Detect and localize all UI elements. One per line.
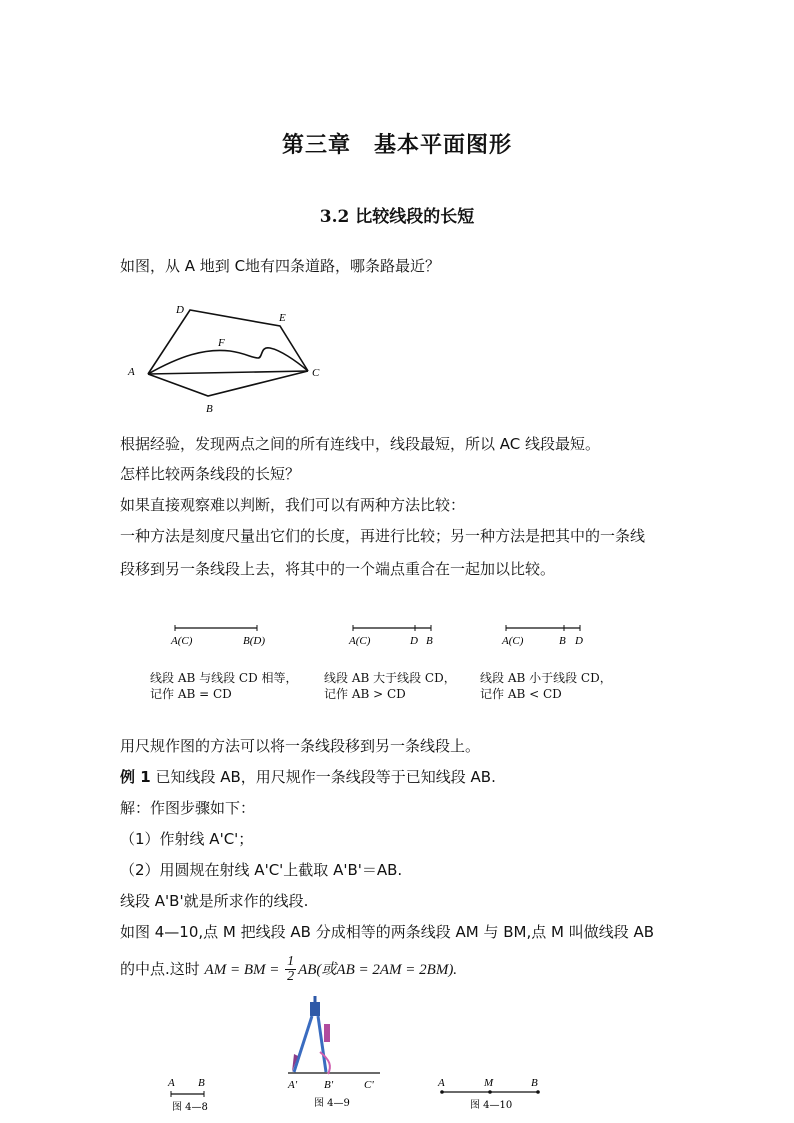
- intro-question: 如图，从 A 地到 C地有四条道路，哪条路最近？: [120, 257, 441, 275]
- compass-head-icon: [310, 1002, 320, 1016]
- compare-greater-left: A(C): [349, 635, 371, 647]
- paragraph-method-line1: 一种方法是刻度尺量出它们的长度，再进行比较；另一种方法是把其中的一条线: [120, 527, 646, 545]
- compare-equal-caption2: 记作 AB = CD: [150, 687, 232, 701]
- fig410-label-A: A: [438, 1077, 445, 1089]
- fraction-denominator: 2: [287, 969, 295, 984]
- fig48-label-A: A: [168, 1077, 175, 1089]
- section-title: 3.2 比较线段的长短: [319, 207, 475, 227]
- fig49-label-B: B': [324, 1079, 334, 1091]
- label-E: E: [279, 312, 286, 324]
- label-F: F: [218, 337, 225, 349]
- compare-less-caption2: 记作 AB < CD: [480, 687, 562, 701]
- chapter-title: 第三章 基本平面图形: [281, 132, 512, 158]
- label-D: D: [176, 304, 184, 316]
- fraction-numerator: 1: [287, 954, 295, 969]
- roads-figure: [120, 296, 340, 421]
- compare-greater-mid: D: [410, 635, 418, 647]
- fig410-caption: 图 4—10: [470, 1100, 513, 1111]
- compare-equal-left: A(C): [171, 635, 193, 647]
- compare-greater-figure: [343, 622, 463, 652]
- example-1: [120, 767, 496, 787]
- compare-less-right: D: [575, 635, 583, 647]
- compare-greater-caption2: 记作 AB > CD: [324, 687, 406, 701]
- fig49-label-A: A': [288, 1079, 298, 1091]
- compare-less-figure: [496, 622, 616, 652]
- road-ABC: [148, 371, 308, 396]
- figure-4-10: [432, 1072, 552, 1117]
- figure-4-9: [280, 994, 390, 1116]
- compare-greater-right: B: [426, 635, 433, 647]
- formula-right: AB(或AB = 2AM = 2BM).: [298, 962, 458, 978]
- midpoint-line1: 如图 4—10,点 M 把线段 AB 分成相等的两条线段 AM 与 BM,点 M 叫做线段 AB: [120, 923, 655, 941]
- road-AC: [148, 371, 308, 374]
- midpoint-prefix: 的中点.这时: [120, 960, 205, 978]
- example-label: 例 1: [120, 768, 151, 786]
- solution-heading: 解：作图步骤如下：: [120, 799, 256, 817]
- fig410-label-M: M: [484, 1077, 494, 1089]
- fig48-caption: 图 4—8: [172, 1102, 208, 1113]
- fig410-label-B: B: [531, 1077, 538, 1089]
- fig49-caption: 图 4—9: [314, 1098, 350, 1109]
- label-B: B: [206, 403, 213, 415]
- compare-less-mid: B: [559, 635, 566, 647]
- result-text: 线段 A'B'就是所求作的线段.: [120, 892, 309, 910]
- formula-left: AM = BM =: [204, 962, 284, 978]
- label-C: C: [312, 367, 320, 379]
- compare-less-caption1: 线段 AB 小于线段 CD，: [480, 671, 612, 685]
- compare-equal-right: B(D): [243, 635, 265, 647]
- fraction-half: [285, 955, 296, 984]
- compare-less-left: A(C): [502, 635, 524, 647]
- road-AFC: [148, 348, 308, 374]
- compare-equal-caption1: 线段 AB 与线段 CD 相等，: [150, 671, 298, 685]
- paragraph-experience: 根据经验，发现两点之间的所有连线中，线段最短，所以 AC 线段最短。: [120, 435, 601, 453]
- fig48-label-B: B: [198, 1077, 205, 1089]
- step-1: （1）作射线 A'C'；: [120, 830, 254, 848]
- figure-4-8: [160, 1072, 220, 1117]
- compare-equal-figure: [165, 622, 285, 652]
- label-A: A: [128, 366, 135, 378]
- paragraph-methods: 如果直接观察难以判断，我们可以有两种方法比较：: [120, 496, 466, 514]
- midpoint-line2: [120, 954, 457, 985]
- paragraph-ruler: 用尺规作图的方法可以将一条线段移到另一条线段上。: [120, 737, 481, 755]
- step-2: （2）用圆规在射线 A'C'上截取 A'B'＝AB.: [120, 861, 403, 879]
- paragraph-how: 怎样比较两条线段的长短？: [120, 465, 301, 483]
- fig49-label-C: C': [364, 1079, 374, 1091]
- compare-greater-caption1: 线段 AB 大于线段 CD，: [324, 671, 456, 685]
- paragraph-method-line2: 段移到另一条线段上去，将其中的一个端点重合在一起加以比较。: [120, 560, 556, 578]
- example-text: 已知线段 AB，用尺规作一条线段等于已知线段 AB.: [150, 768, 496, 786]
